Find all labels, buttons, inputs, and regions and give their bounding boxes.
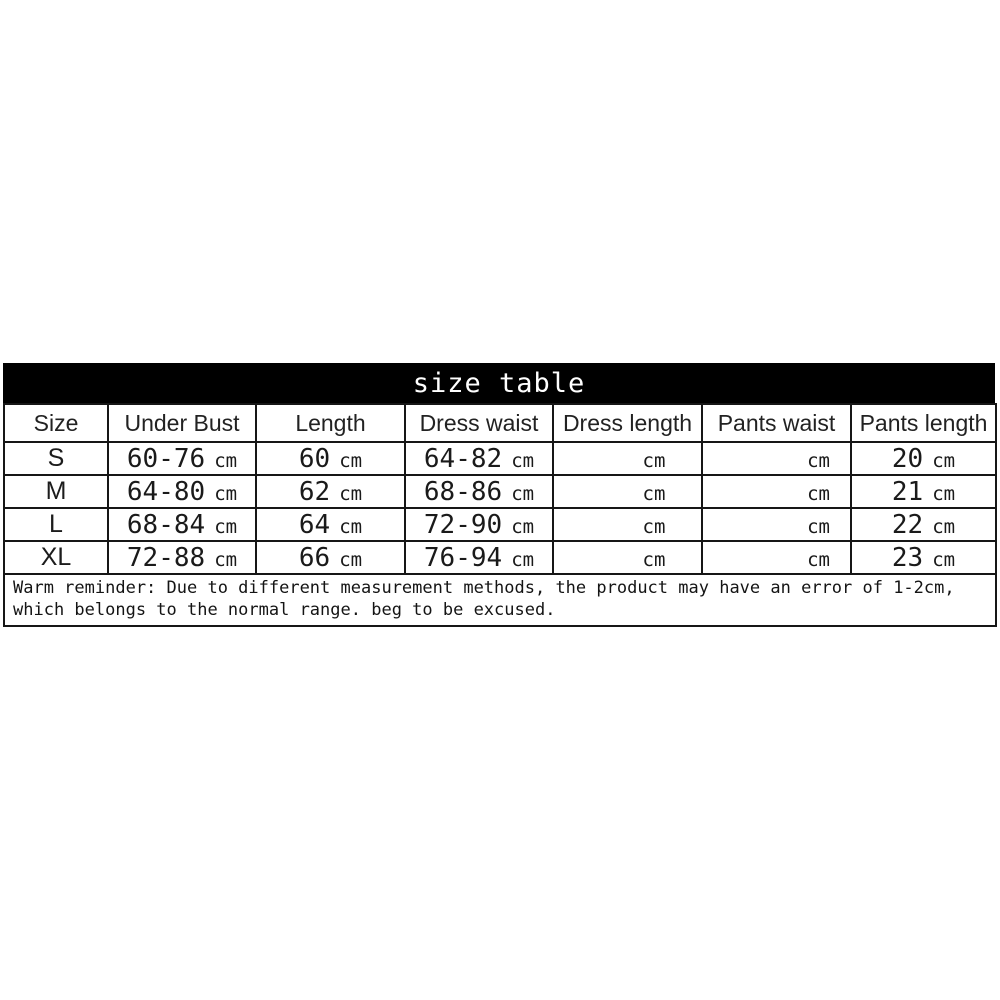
cell-value: 72-88 <box>126 542 206 573</box>
column-header-size: Size <box>4 404 108 442</box>
cell-value: 20 <box>891 443 924 474</box>
cell-pants-length <box>851 541 996 574</box>
cell-unit: cm <box>511 449 535 472</box>
cell-length <box>256 508 405 541</box>
cell-unit: cm <box>339 515 363 538</box>
cell-unit: cm <box>642 515 666 538</box>
cell-value: 72-90 <box>423 509 503 540</box>
cell-pants-waist <box>702 475 851 508</box>
cell-value: 64 <box>298 509 331 540</box>
cell-unit: cm <box>339 449 363 472</box>
cell-unit: cm <box>932 482 956 505</box>
cell-unit: cm <box>511 548 535 571</box>
cell-dress-waist <box>405 475 553 508</box>
cell-unit: cm <box>932 548 956 571</box>
cell-size: L <box>4 508 108 541</box>
cell-length <box>256 541 405 574</box>
note-line-1: Warm reminder: Due to different measurement methods, the product may have an error of 1-2cm, <box>13 578 955 598</box>
column-header-pants-waist: Pants waist <box>702 404 851 442</box>
size-chart-title: size table <box>412 367 586 399</box>
header-row <box>4 404 996 442</box>
cell-dress-length <box>553 442 702 475</box>
cell-pants-length <box>851 475 996 508</box>
cell-unit: cm <box>511 482 535 505</box>
cell-value: 64-82 <box>423 443 503 474</box>
cell-unit: cm <box>642 482 666 505</box>
cell-value: 68-86 <box>423 476 503 507</box>
cell-unit: cm <box>339 482 363 505</box>
cell-length <box>256 442 405 475</box>
cell-unit: cm <box>642 548 666 571</box>
cell-unit: cm <box>642 449 666 472</box>
cell-dress-length <box>553 508 702 541</box>
cell-under-bust <box>108 508 256 541</box>
cell-value: 23 <box>891 542 924 573</box>
cell-length <box>256 475 405 508</box>
cell-dress-waist <box>405 442 553 475</box>
warm-reminder-note <box>4 574 996 626</box>
table-row-s <box>4 442 996 475</box>
cell-dress-length <box>553 541 702 574</box>
cell-value: 60 <box>298 443 331 474</box>
cell-unit: cm <box>932 515 956 538</box>
column-header-pants-length: Pants length <box>851 404 996 442</box>
cell-under-bust <box>108 442 256 475</box>
cell-value: 62 <box>298 476 331 507</box>
cell-value: 22 <box>891 509 924 540</box>
cell-pants-length <box>851 442 996 475</box>
cell-value: 64-80 <box>126 476 206 507</box>
note-line-2: which belongs to the normal range. beg to be excused. <box>13 600 556 620</box>
cell-under-bust <box>108 475 256 508</box>
cell-unit: cm <box>214 515 238 538</box>
size-chart <box>3 363 995 627</box>
cell-unit: cm <box>807 482 830 505</box>
column-header-under-bust: Under Bust <box>108 404 256 442</box>
cell-size: M <box>4 475 108 508</box>
cell-value: 21 <box>891 476 924 507</box>
cell-under-bust <box>108 541 256 574</box>
cell-unit: cm <box>214 482 238 505</box>
column-header-length: Length <box>256 404 405 442</box>
cell-dress-length <box>553 475 702 508</box>
cell-unit: cm <box>932 449 956 472</box>
cell-unit: cm <box>214 449 238 472</box>
cell-pants-waist <box>702 442 851 475</box>
cell-dress-waist <box>405 508 553 541</box>
cell-size: S <box>4 442 108 475</box>
cell-unit: cm <box>807 449 830 472</box>
column-header-dress-length: Dress length <box>553 404 702 442</box>
cell-value: 66 <box>298 542 331 573</box>
cell-value: 68-84 <box>126 509 206 540</box>
table-row-l <box>4 508 996 541</box>
table-row-xl <box>4 541 996 574</box>
cell-pants-waist <box>702 541 851 574</box>
cell-pants-waist <box>702 508 851 541</box>
cell-unit: cm <box>511 515 535 538</box>
size-table <box>3 403 997 627</box>
size-chart-title-bar <box>3 363 995 403</box>
cell-value: 60-76 <box>126 443 206 474</box>
cell-unit: cm <box>807 515 830 538</box>
cell-unit: cm <box>214 548 238 571</box>
column-header-dress-waist: Dress waist <box>405 404 553 442</box>
cell-size: XL <box>4 541 108 574</box>
table-row-m <box>4 475 996 508</box>
cell-pants-length <box>851 508 996 541</box>
note-row <box>4 574 996 626</box>
cell-value: 76-94 <box>423 542 503 573</box>
cell-dress-waist <box>405 541 553 574</box>
cell-unit: cm <box>807 548 830 571</box>
cell-unit: cm <box>339 548 363 571</box>
